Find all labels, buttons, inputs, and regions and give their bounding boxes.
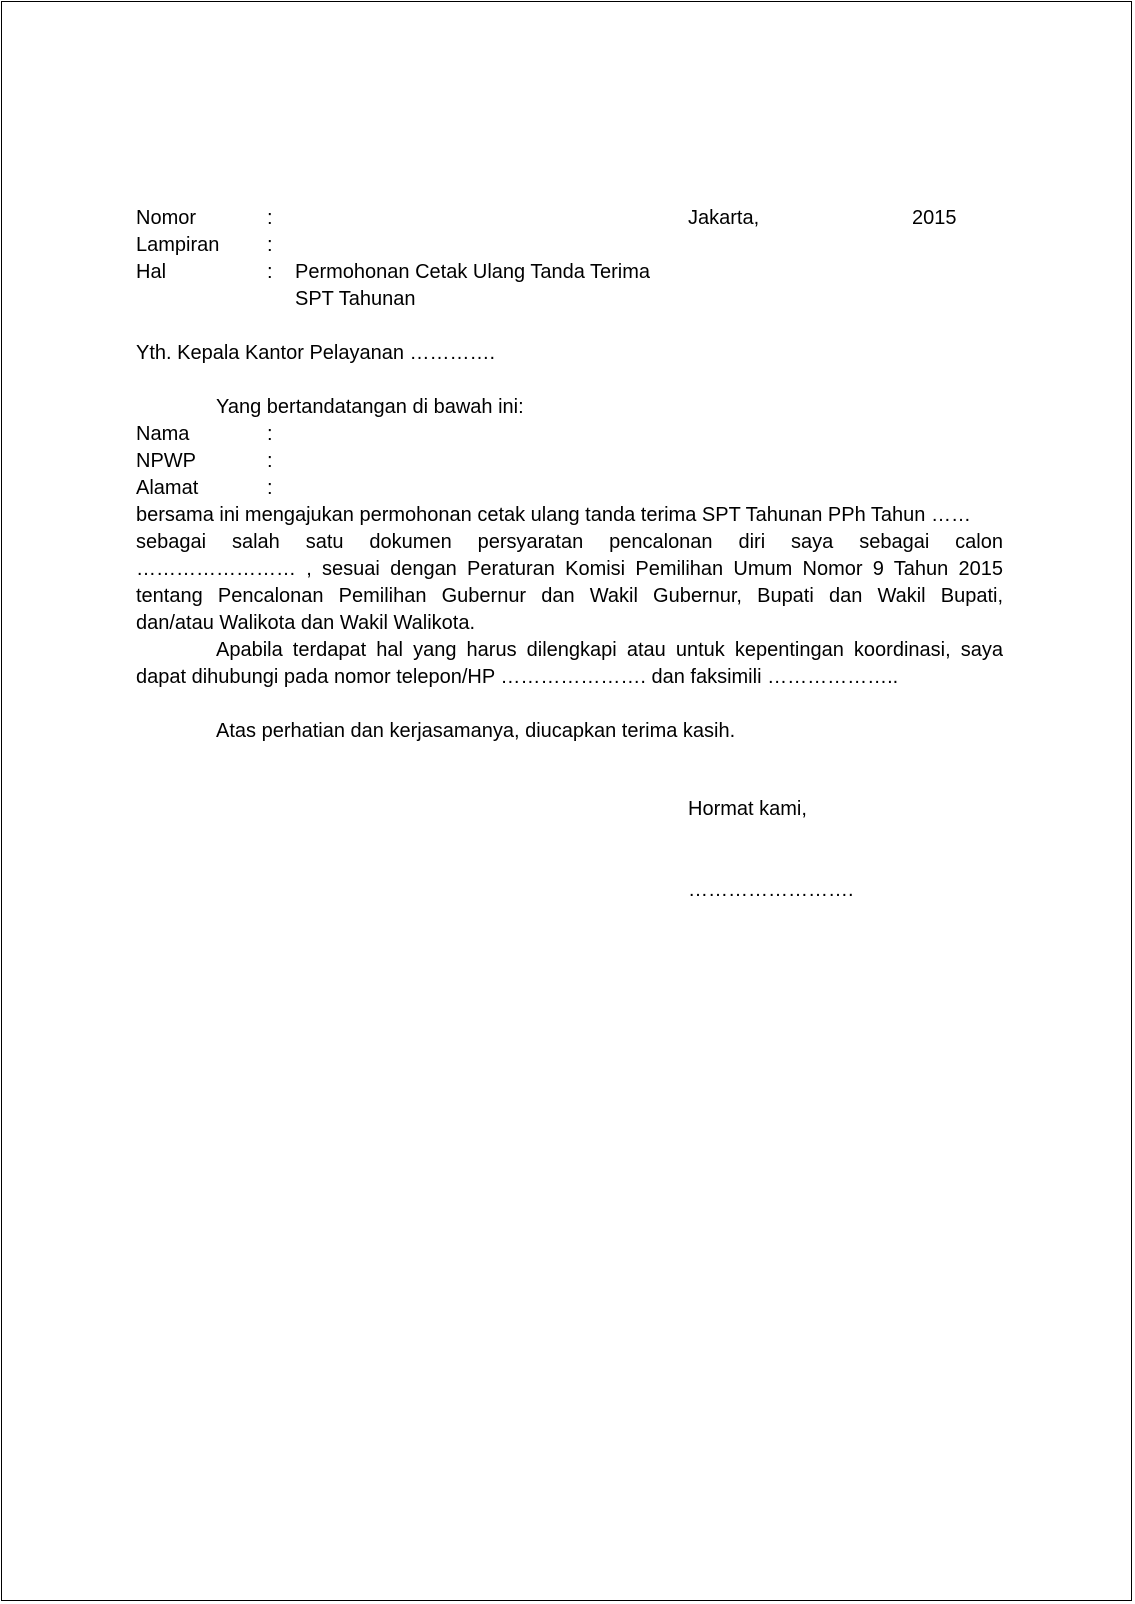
paragraph-request <box>136 502 1003 637</box>
lampiran-label: Lampiran <box>136 234 220 256</box>
hal-value-line1: Permohonan Cetak Ulang Tanda Terima <box>295 261 651 283</box>
npwp-colon: : <box>267 450 273 472</box>
nomor-colon: : <box>267 207 273 229</box>
alamat-colon: : <box>267 477 273 499</box>
signature-greeting: Hormat kami, <box>688 798 807 820</box>
nama-label: Nama <box>136 423 190 445</box>
hal-colon: : <box>267 261 273 283</box>
city-text: Jakarta, <box>688 207 760 229</box>
paragraph-request-line1: bersama ini mengajukan permohonan cetak ulang tanda terima SPT Tahunan PPh Tahun …… <box>136 504 971 526</box>
hal-label: Hal <box>136 261 167 283</box>
paragraph-contact-line1: Apabila terdapat hal yang harus dilengkapi atau untuk kepentingan koordinasi, saya <box>216 639 1003 661</box>
recipient-line: Yth. Kepala Kantor Pelayanan …………. <box>136 342 496 364</box>
paragraph-request-line4: tentang Pencalonan Pemilihan Gubernur dan Wakil Gubernur, Bupati dan Wakil Bupati, <box>136 585 1003 607</box>
hal-value-line2: SPT Tahunan <box>295 288 416 310</box>
paragraph-request-line3: …………………… , sesuai dengan Peraturan Komisi Pemilihan Umum Nomor 9 Tahun 2015 <box>136 558 1003 580</box>
lampiran-colon: : <box>267 234 273 256</box>
intro-line: Yang bertandatangan di bawah ini: <box>216 396 524 418</box>
paragraph-request-line2: sebagai salah satu dokumen persyaratan pencalonan diri saya sebagai calon <box>136 531 1003 553</box>
nama-colon: : <box>267 423 273 445</box>
nomor-label: Nomor <box>136 207 197 229</box>
alamat-label: Alamat <box>136 477 199 499</box>
document-page <box>1 1 1132 1601</box>
paragraph-contact-line2: dapat dihubungi pada nomor telepon/HP …………………. dan faksimili ……………….. <box>136 666 899 688</box>
paragraph-request-line5: dan/atau Walikota dan Wakil Walikota. <box>136 612 476 634</box>
closing-line: Atas perhatian dan kerjasamanya, diucapkan terima kasih. <box>216 720 736 742</box>
npwp-label: NPWP <box>136 450 196 472</box>
paragraph-contact <box>136 637 1003 691</box>
signature-name-placeholder: ……………………. <box>688 879 854 901</box>
year-text: 2015 <box>912 207 957 229</box>
